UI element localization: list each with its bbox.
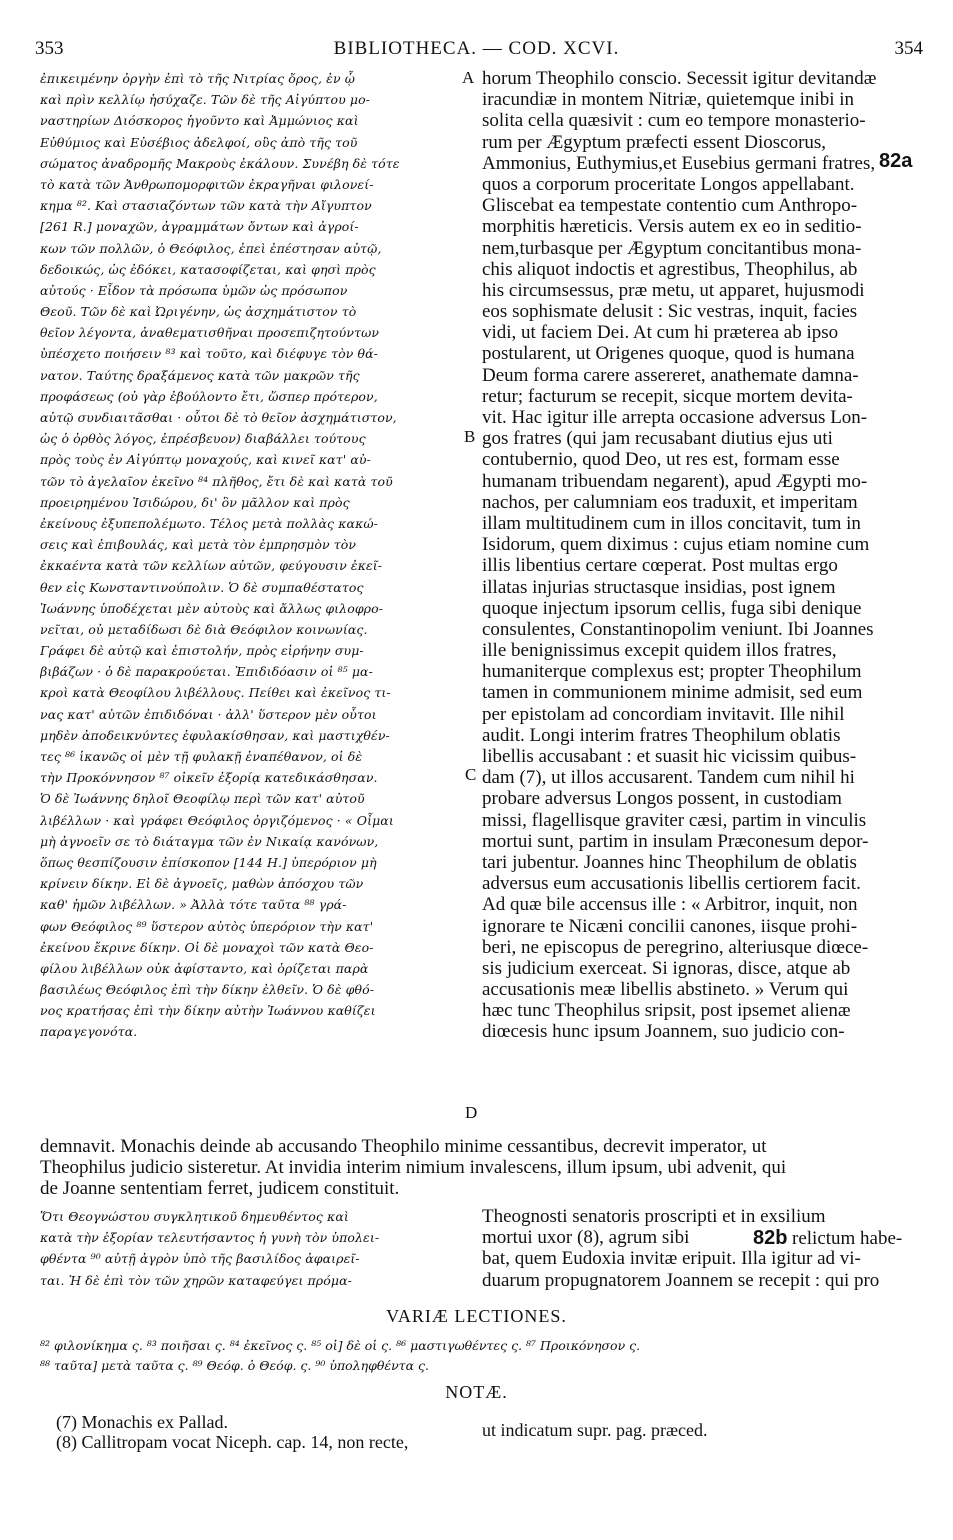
variae-lectiones-title: VARIÆ LECTIONES. [386,1306,567,1326]
latin-line: tari jubentur. Joannes hinc Theophilum de oblatis [482,851,857,873]
greek-line: Ἰωάννης ὑποδέχεται μὲν αὐτοὺς καὶ ἄλλως φιλοφρο- [40,600,384,616]
latin-line: nem,turbasque per Ægyptum concitantibus mona- [482,237,862,259]
greek-line: μηδὲν ἀποδεικνύντες ἐφυλακίσθησαν, καὶ μαστιχθέν- [40,727,390,743]
latin-line: ille benignissimus excepit quidem illos fratres, [482,640,837,662]
greek-line: ὅπως θεσπίζουσιν ἐπίσκοπον [144 H.] ὑπερόριον μὴ [40,854,377,870]
greek-line: αὐτῷ συνδιαιτᾶσθαι · οὗτοι δὲ τὸ θεῖον ἀσχημάτιστον, [40,410,397,425]
running-header [0,38,953,62]
latin-line: illam multitudinem cum in illos concitavit, tum in [482,512,861,534]
margin-marker-a: A [462,68,475,87]
greek-line: τὴν Προκόννησον ⁸⁷ οἰκεῖν ἐξορίᾳ κατεδικάσθησαν. [40,770,378,786]
latin-line: Theognosti senatoris proscripti et in exsilium [482,1206,826,1227]
greek-line: [261 R.] μοναχῶν, ἀγραμμάτων ὄντων καὶ ἀγροί- [40,219,359,235]
latin-line: Ammonius, Euthymius,et Eusebius germani fratres, [482,152,876,174]
latin-line: Deum forma carere assereret, anathemate damna- [482,364,859,386]
full-width-line: Theophilus judicio sisteretur. At invidia interim nimium invalescens, illum ipsum, ubi advenit, qui [40,1157,787,1179]
greek-line: παραγεγονότα. [40,1024,138,1040]
full-width-line: de Joanne sententiam ferret, judicem constituit. [40,1178,400,1200]
latin-line: illis libentius certare cœperat. Post multas ergo [482,555,838,577]
latin-line: nachos, per calumniam eos traduxit, et imperitam [482,491,858,513]
latin-line: eos sophismate delusit : Sic vestras, inquit, facies [482,301,858,323]
margin-marker-c: C [465,765,477,784]
greek-line: ἐπικειμένην ὀργὴν ἐπὶ τὸ τῆς Νιτρίας ὄρος, ἐν ᾧ [40,71,356,86]
greek-line: κημα ⁸². Καὶ στασιαζόντων τῶν κατὰ τὴν Αἴγυπτον [40,198,372,214]
greek-text-section-2 [40,1206,460,1291]
variae-line-1: ⁸² φιλονίκημα ς. ⁸³ ποιῆσαι ς. ⁸⁴ ἐκεῖνος ς. ⁸⁵ οἱ] δὲ οἱ ς. ⁸⁶ μαστιγωθέντες ς. ⁸⁷ Προικόνησον ς. [40,1338,641,1353]
greek-line: θεν εἰς Κωνσταντινούπολιν. Ὁ δὲ συμπαθέστατος [40,579,364,595]
greek-line: νας κατ' αὐτῶν ἐπιδιδόναι · ἀλλ' ὕστερον μὲν οὗτοι [40,706,377,722]
latin-line: Isidorum, quem diximus : cujus etiam nomine cum [482,534,870,556]
greek-line: αὐτούς · Εἶδον τὰ πρόσωπα ὑμῶν ὡς πρόσωπον [40,282,348,298]
margin-marker-b: B [464,427,476,446]
notae-right [482,1420,922,1440]
latin-line: bat, quem Eudoxia invitæ eripuit. Illa igitur ad vi- [482,1248,861,1270]
greek-line: Εὐθύμιος καὶ Εὐσέβιος ἀδελφοί, οὓς ἀπὸ τῆς τοῦ [40,134,358,150]
latin-line: mortui sunt, partim in insulam Præconesum depor- [482,830,869,852]
greek-line: νατον. Ταύτης δραξάμενος κατὰ τῶν μακρῶν τῆς [40,367,360,383]
latin-line: duarum propugnatorem Joannem se recepit : qui pro [482,1269,880,1291]
greek-line: τες ⁸⁶ ἱκανῶς οἱ μὲν τῇ φυλακῇ ἐναπέθανον, οἱ δὲ [40,749,363,764]
latin-line: mortui uxor (8), agrum sibi [482,1227,690,1249]
margin-number-82a: 82a [879,150,913,172]
latin-line: consulentes, Constantinopolim veniunt. Ibi Joannes [482,618,874,640]
note-8-continuation: ut indicatum supr. pag. præced. [482,1420,708,1440]
latin-line: probare adversus Longos possent, in custodiam [482,788,842,810]
greek-line: ὡς ὁ ὀρθὸς λόγος, ἐπρέσβευον) διαβάλλει τούτους [40,431,366,447]
greek-line: λιβέλλων · καὶ γράφει Θεόφιλος ὀργιζόμενος · « Οἶμαι [40,812,394,828]
latin-line: quoque injectum ipsorum cellis, fuga sibi denique [482,597,862,619]
greek-line: καὶ πρὶν κελλίῳ ἡσύχαζε. Τῶν δὲ τῆς Αἰγύπτου μο- [40,92,371,108]
latin-line: quos a corporum proceritate Longos appellabant. [482,173,855,195]
greek-line: τὸ κατὰ τῶν Ἀνθρωπομορφιτῶν ἐκραγῆναι φιλονεί- [40,176,374,192]
latin-line: chis aliquot indoctis et agrestibus, Theophilus, ab [482,258,858,280]
latin-line: hæc tunc Theophilus sripsit, post ipsemet alienæ [482,1000,851,1022]
greek-line: ἐκκαέντα κατὰ τῶν κελλίων αὐτῶν, φεύγουσιν ἐκεῖ- [40,558,383,574]
latin-line: retur; facturum se recepit, sicque mortem devita- [482,385,853,407]
latin-line: diœcesis hunc ipsum Joannem, suo judicio con- [482,1021,845,1043]
greek-line: σώματος ἀναδρομῆς Μακροὺς ἐκάλουν. Συνέβη δὲ τότε [40,155,400,171]
margin-number-82b: 82b [753,1227,788,1249]
greek-line: Θεοῦ. Τῶν δὲ καὶ Ὠριγένην, ὡς ἀσχημάτιστον τὸ [40,304,357,320]
latin-line: sis judicium exerceat. Si ignoras, disce, atque ab [482,957,851,979]
greek-line: προειρημένου Ἰσιδώρου, δι' ὃν μᾶλλον καὶ πρὸς [40,494,350,510]
greek-line: ἐκείνου ἔκρινε δίκην. Οἱ δὲ μοναχοὶ τῶν κατὰ Θεο- [40,939,374,955]
latin-line: beri, ne episcopus de peregrino, alteriusque diœce- [482,936,869,958]
greek-line: προφάσεως (οὐ γὰρ ἐβούλοντο ἔτι, ὥσπερ πρότερον, [40,388,378,404]
greek-text-column [40,68,460,1043]
greek-line: Γράφει δὲ αὐτῷ καὶ ἐπιστολήν, πρὸς εἰρήνην συμ- [40,643,364,659]
latin-line: humanam tribuendam negarent), apud Ægypti mo- [482,470,868,492]
latin-line: contubernio, quod Deo, ut res est, formam esse [482,449,840,471]
latin-line: dam (7), ut illos accusarent. Tandem cum nihil hi [482,767,855,789]
greek-line: κων τῶν πολλῶν, ὁ Θεόφιλος, ἐπεὶ ἐπέστησαν αὐτῷ, [40,240,382,256]
greek-line: βιβάζων · ὁ δὲ παρακρούεται. Ἐπιδιδόασιν οἱ ⁸⁵ μα- [40,664,373,680]
greek-line: φθέντα ⁹⁰ αὐτῇ ἀγρὸν ὑπὸ τῆς βασιλίδος ἀφαιρεῖ- [40,1251,360,1267]
greek-line: κροὶ κατὰ Θεοφίλου λιβέλλους. Πείθει καὶ ἐκεῖνος τι- [40,685,391,701]
latin-line: ignorare te Nicæni concilii canones, iisque prohi- [482,915,858,937]
variae-line-2: ⁸⁸ ταῦτα] μετὰ ταῦτα ς. ⁸⁹ Θεόφ. ὁ Θεόφ. ς. ⁹⁰ ὑποληφθέντα ς. [40,1358,429,1373]
page-number-left: 353 [35,38,64,59]
greek-line: Ὅτι Θεογνώστου συγκλητικοῦ δημευθέντος καὶ [40,1209,349,1224]
latin-line: tamen in communionem minime admisit, sed eum [482,682,863,704]
greek-line: ἐκείνους ἐξυπεπολέμωτο. Τέλος μετὰ πολλὰς κακώ- [40,515,378,531]
latin-line: humaniterque complexus est; propter Theophilum [482,661,862,683]
greek-line: θεῖον λέγοντα, ἀναθεματισθῆναι προσεπιζητούντων [40,325,380,341]
latin-line: illatas injurias structasque insidias, post ignem [482,576,836,598]
greek-line: νος κρατήσας ἐπὶ τὴν δίκην αὐτὴν Ἰωάννου καθίζει [40,1003,376,1019]
greek-line: κατὰ τὴν ἐξορίαν τελευτήσαντος ἡ γυνὴ τὸν ὑπολει- [40,1230,380,1246]
latin-line: vit. Hac igitur ille arrepta occasione adversus Lon- [482,407,868,428]
greek-line: σεις καὶ ἐπιβουλάς, καὶ μετὰ τὸν ἐμπρησμὸν τὸν [40,537,357,553]
latin-line: gos fratres (qui jam recusabant diutius ejus uti [482,428,833,450]
latin-text-column [482,68,930,1043]
greek-line: τῶν τὸ ἀγελαῖον ἐκεῖνο ⁸⁴ πλῆθος, ἔτι δὲ καὶ κατὰ τοῦ [40,473,393,489]
latin-line: libellis accusabant : et suasit hic vicissim quibus- [482,746,857,767]
latin-line: morphitis hæreticis. Versis autem ex eo in seditio- [482,216,862,238]
latin-line: per epistolam ad concordiam invitavit. Ille nihil [482,703,845,725]
greek-line: ται. Ἡ δὲ ἐπὶ τὸν τῶν χηρῶν καταφεύγει πρόμα- [40,1272,352,1288]
notae-title: NOTÆ. [445,1382,508,1402]
greek-line: μὴ ἀγνοεῖν σε τὸ διάταγμα τῶν ἐν Νικαίᾳ κανόνων, [40,833,379,849]
latin-line: horum Theophilo conscio. Secessit igitur devitandæ [482,68,877,89]
latin-line: vidi, ut faciem Dei. At cum hi præterea ab ipso [482,322,839,344]
greek-line: φίλου λιβέλλων οὐκ ἀφίσταντο, καὶ ὁρίζεται παρὰ [40,960,369,976]
latin-line: Gliscebat ea tempestate contentio cum Anthropo- [482,195,858,217]
latin-line: Ad quæ bile accensus ille : « Arbitror, inquit, non [482,894,858,916]
page-number-right: 354 [894,38,923,59]
latin-line: his circumsessus, præ metu, ut apparet, hujusmodi [482,279,865,301]
margin-marker-d: D [465,1103,478,1122]
full-width-line: demnavit. Monachis deinde ab accusando Theophilo minime cessantibus, decrevit imperator, ut [40,1136,767,1157]
greek-line: πρὸς τοὺς ἐν Αἰγύπτῳ μοναχούς, καὶ κινεῖ κατ' αὐ- [40,452,371,468]
note-8: (8) Callitropam vocat Niceph. cap. 14, non recte, [56,1432,409,1452]
latin-line: missi, flagellisque graviter cæsi, partim in vinculis [482,809,867,831]
greek-line: δεδοικώς, ὡς ἐδόκει, κατασοφίζεται, καὶ φησὶ πρὸς [40,261,376,277]
running-title: BIBLIOTHECA. — COD. XCVI. [333,38,620,59]
greek-line: φων Θεόφιλος ⁸⁹ ὕστερον αὐτὸς ὑπερόριον τὴν κατ' [40,918,374,934]
latin-line-tail: relictum habe- [792,1228,903,1249]
note-7: (7) Monachis ex Pallad. [56,1412,228,1432]
latin-line: solita cella quæsivit : cum eo tempore monasterio- [482,110,866,132]
greek-line: κρίνειν δίκην. Εἰ δὲ ἀγνοεῖς, μαθὼν ἀπόσχου τῶν [40,876,364,892]
full-width-text [40,1136,930,1200]
variae-lectiones-list [40,1336,930,1376]
greek-line: ναστηρίων Διόσκορος ἡγοῦντο καὶ Ἀμμώνιος καὶ [40,113,359,129]
notae-left [56,1412,476,1452]
latin-line: audit. Longi interim fratres Theophilum oblatis [482,724,841,746]
latin-line: postularent, ut Origenes quoque, quod is humana [482,343,855,365]
latin-line: accusationis meæ libellis abstineto. » Verum qui [482,979,849,1001]
greek-line: ὑπέσχετο ποιήσειν ⁸³ καὶ τοῦτο, καὶ διέφυγε τὸν θά- [40,346,378,362]
greek-line: Ὁ δὲ Ἰωάννης δηλοῖ Θεοφίλῳ περὶ τῶν κατ' αὐτοῦ [40,791,365,807]
latin-line: adversus eum accusationis libellis certiorem facit. [482,873,861,895]
latin-line: rum per Ægyptum præfecti essent Dioscorus, [482,131,827,153]
greek-line: καθ' ἡμῶν λιβέλλων. » Ἀλλὰ τότε ταῦτα ⁸⁸ γρά- [40,897,347,913]
greek-line: βασιλέως Θεόφιλος ἐπὶ τὴν δίκην ἐλθεῖν. Ὁ δὲ φθό- [40,982,375,998]
latin-line: iracundiæ in montem Nitriæ, quietemque inibi in [482,89,855,111]
greek-line: νεῖται, οὐ μεταδίδωσι δὲ διὰ Θεόφιλον κοινωνίας. [40,621,368,637]
